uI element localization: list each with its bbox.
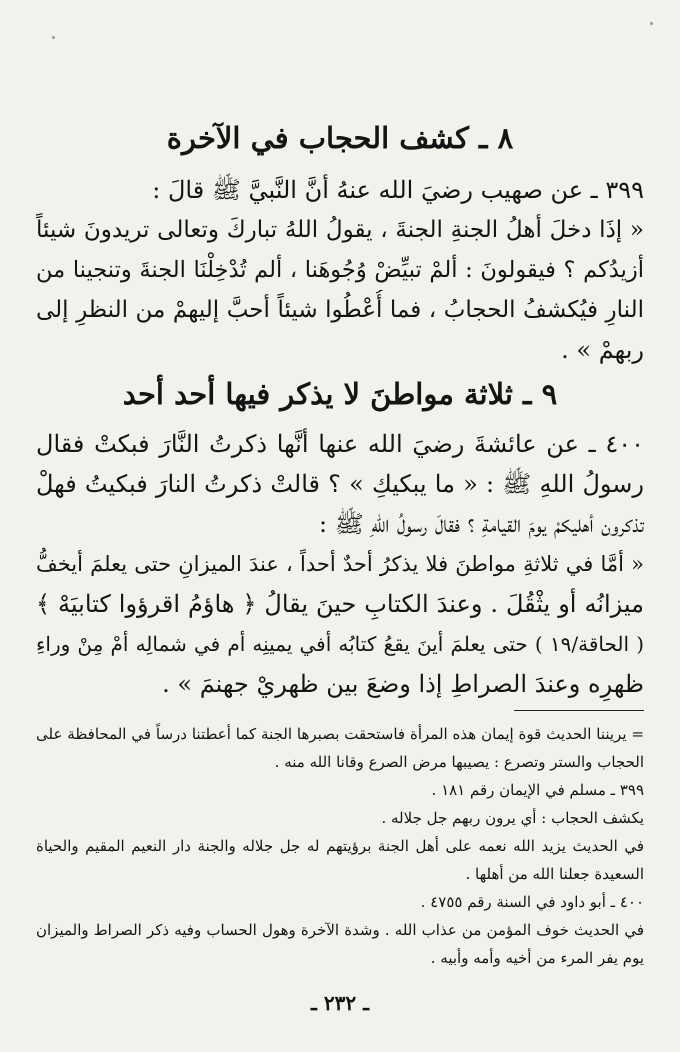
page-number: ـ ٢٣٢ ـ xyxy=(311,991,369,1015)
hadith-399-line-2: « إذَا دخلَ أهلُ الجنةِ الجنةَ ، يقولُ اللهُ تباركَ وتعالى تريدونَ شيئاً xyxy=(36,217,644,243)
hadith-400-line-7: ظهرِه وعندَ الصراطِ إذا وضعَ بين ظهريْ جهنمَ » . xyxy=(162,670,644,698)
footnote-line: في الحديث خوف المؤمن من عذاب الله . وشدة الآخرة وهول الحساب وفيه ذكر الصراط والميزان xyxy=(36,921,644,939)
footnote-line: = يريننا الحديث قوة إيمان هذه المرأة فاستحقت بصبرها الجنة كما أعطتنا درساً في المحافظة على xyxy=(36,725,644,743)
section-9-heading: ٩ ـ ثلاثة مواطنَ لا يذكر فيها أحد أحد xyxy=(122,377,558,411)
hadith-400-line-1: ٤٠٠ ـ عن عائشةَ رضيَ الله عنها أنَّها ذكرتُ النَّارَ فبكتْ فقال xyxy=(36,430,644,458)
hadith-400-line-5: ميزانُه أو يثْقُلَ . وعندَ الكتابِ حينَ يقالُ ﴿ هاؤمُ اقرؤوا كتابيَهْ ﴾ xyxy=(36,590,644,618)
hadith-400-line-3: تذكرون أهليكمْ يومَ القيامةِ ؟ فقالَ رسولُ اللهِ ﷺ : xyxy=(318,510,644,538)
hadith-399-line-5: ربهمْ » . xyxy=(561,336,644,364)
footnote-separator xyxy=(514,710,644,711)
speck xyxy=(650,22,653,25)
hadith-400-line-6: ( الحاقة/١٩ ) حتى يعلمَ أينَ يقعُ كتابُه أفي يمينِه أم في شمالِه أمْ مِنْ وراءِ xyxy=(36,632,644,656)
footnote-line: يوم يفر المرء من أخيه وأمه وأبيه . xyxy=(430,949,644,967)
footnote-line: يكشف الحجاب : أي يرون ربهم جل جلاله . xyxy=(381,809,644,827)
hadith-399-line-3: أزيدُكم ؟ فيقولونَ : ألمْ تبيِّضْ وُجُوهَنا ، ألم تُدْخِلْنَا الجنةَ وتنجينا من xyxy=(36,257,644,283)
speck xyxy=(52,36,55,39)
footnote-line: السعيدة جعلنا الله من أهلها . xyxy=(465,865,644,883)
hadith-399-line-4: النارِ فيُكشفُ الحجابُ ، فما أُعْطُوا شيئاً أحبَّ إليهمْ من النظرِ إلى xyxy=(36,297,644,323)
footnote-line: الحجاب والستر وتصرع : يصيبها مرض الصرع وقانا الله منه . xyxy=(274,753,644,771)
footnote-line: في الحديث يزيد الله نعمه على أهل الجنة برؤيتهم له جل جلاله والجنة دار النعيم المقيم والحياة xyxy=(36,837,644,855)
footnote-line: ٣٩٩ ـ مسلم في الإيمان رقم ١٨١ . xyxy=(431,781,644,799)
hadith-400-line-2: رسولُ اللهِ ﷺ : « ما يبكيكِ » ؟ قالتْ ذكرتُ النارَ فبكيتُ فهلْ xyxy=(36,470,644,498)
section-8-heading: ٨ ـ كشف الحجاب في الآخرة xyxy=(166,121,514,155)
hadith-399-line-1: ٣٩٩ ـ عن صهيب رضيَ الله عنهُ أنَّ النَّبيَّ ﷺ قالَ : xyxy=(152,176,644,204)
hadith-400-line-4: « أمَّا في ثلاثةِ مواطنَ فلا يذكرُ أحدٌ أحداً ، عندَ الميزانِ حتى يعلمَ أيخفُّ xyxy=(36,552,644,576)
footnote-line: ٤٠٠ ـ أبو داود في السنة رقم ٤٧٥٥ . xyxy=(420,893,644,911)
